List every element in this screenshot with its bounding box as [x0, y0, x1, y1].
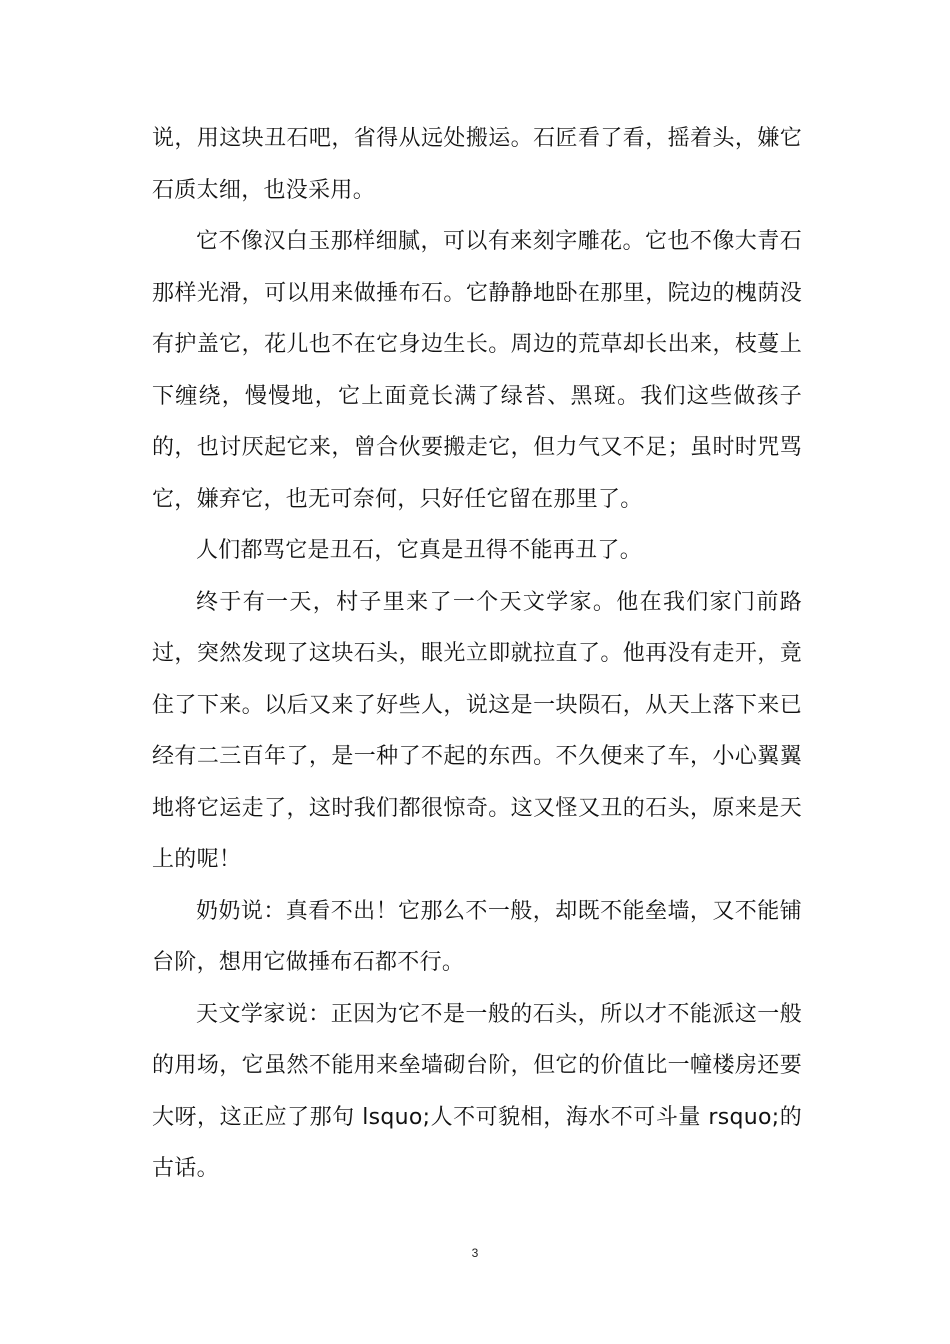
body-text [152, 113, 802, 1195]
paragraph: 天文学家说：正因为它不是一般的石头，所以才不能派这一般的用场，它虽然不能用来垒墙砌台阶，但它的价值比一幢楼房还要大呀，这正应了那句 lsquo;人不可貌相，海水不可斗量 rsquo;的古话。 [152, 1001, 802, 1181]
paragraph: 人们都骂它是丑石，它真是丑得不能再丑了。 [196, 538, 643, 563]
paragraph: 它不像汉白玉那样细腻，可以有来刻字雕花。它也不像大青石那样光滑，可以用来做捶布石。它静静地卧在那里，院边的槐荫没有护盖它，花儿也不在它身边生长。周边的荒草却长出来，枝蔓上下缠绕，慢慢地，它上面竟长满了绿苔、黑斑。我们这些做孩子的，也讨厌起它来，曾合伙要搬走它，但力气又不足；虽时时咒骂它，嫌弃它，也无可奈何，只好任它留在那里了。 [152, 229, 802, 512]
paragraph: 奶奶说：真看不出！它那么不一般，却既不能垒墙，又不能铺台阶，想用它做捶布石都不行。 [152, 898, 802, 975]
paragraph: 终于有一天，村子里来了一个天文学家。他在我们家门前路过，突然发现了这块石头，眼光立即就拉直了。他再没有走开，竟住了下来。以后又来了好些人，说这是一块陨石，从天上落下来已经有二三百年了，是一种了不起的东西。不久便来了车，小心翼翼地将它运走了，这时我们都很惊奇。这又怪又丑的石头，原来是天上的呢！ [152, 589, 802, 872]
paragraph: 说，用这块丑石吧，省得从远处搬运。石匠看了看，摇着头，嫌它石质太细，也没采用。 [152, 126, 802, 203]
page-number: 3 [471, 1246, 479, 1260]
